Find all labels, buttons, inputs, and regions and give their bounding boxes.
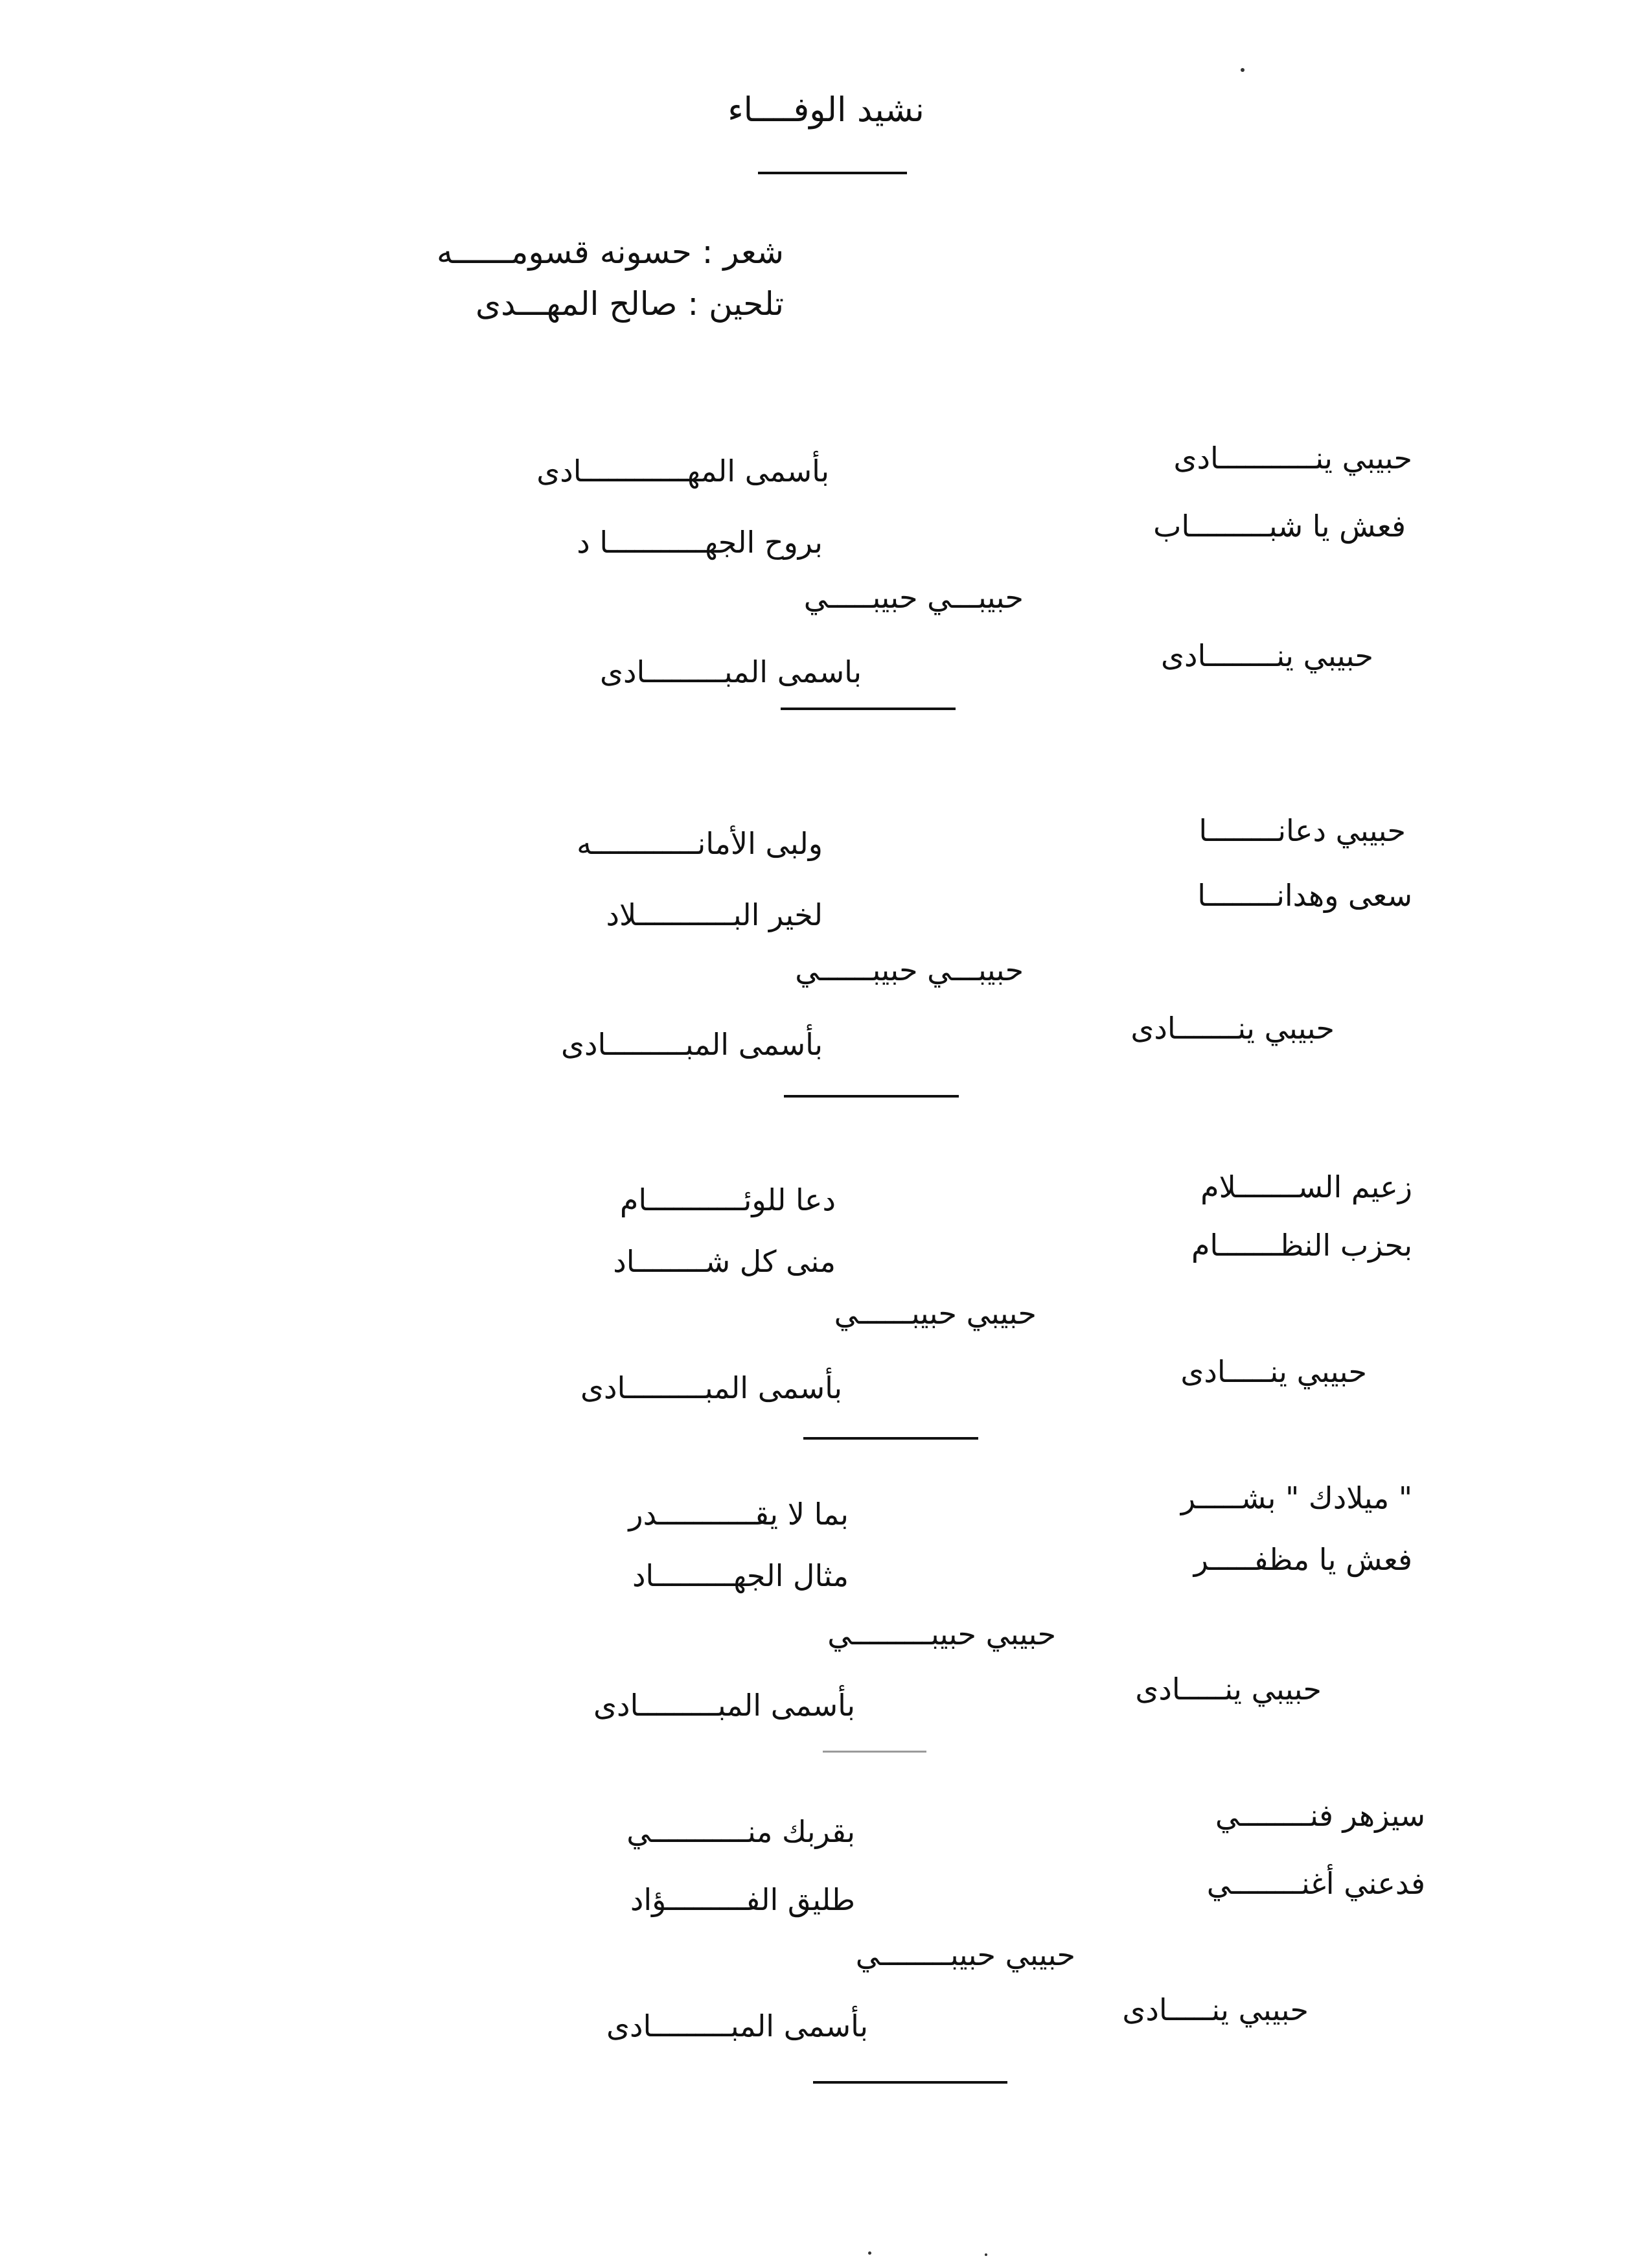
verse-left: مثال الجهـــــــــاد (632, 1558, 849, 1593)
verse-right: فعش يا شبـــــــــاب (1153, 509, 1406, 544)
verse-left: دعا للوئـــــــــــام (619, 1182, 836, 1217)
scan-speck (985, 2253, 987, 2256)
page-title: نشيد الوفــــاء (728, 91, 924, 130)
refrain: حبيبي حبيبــــــــي (855, 1937, 1075, 1972)
title-underline (758, 172, 907, 174)
refrain: حبيبـــي حبيبــــــي (795, 952, 1024, 987)
closing-left: بأسمى المبـــــــــادى (593, 1688, 855, 1723)
closing-left: باسمى المبـــــــــادى (600, 654, 862, 689)
refrain: حبيبي حبيبــــــي (834, 1296, 1037, 1331)
closing-right: حبيبي ينــــــــادى (1160, 638, 1373, 673)
verse-left: بروح الجهـــــــــــا د (577, 525, 823, 560)
closing-left: بأسمى المبـــــــــادى (561, 1027, 823, 1062)
verse-right: فعش يا مظفـــــر (1193, 1542, 1412, 1577)
scan-speck (1241, 68, 1245, 72)
refrain: حبيبـــي حبيبـــــي (803, 580, 1024, 615)
verse-left: بما لا يقـــــــــــدر (628, 1497, 849, 1532)
closing-right: حبيبي ينـــــادى (1122, 1992, 1309, 2027)
verse-right: حبيبي ينـــــــــــادى (1173, 441, 1412, 476)
verse-right: زعيم الســـــــلام (1200, 1169, 1412, 1204)
scan-speck (868, 2251, 871, 2255)
scan-mark (823, 1751, 926, 1753)
verse-left: منى كل شــــــــاد (613, 1244, 836, 1279)
stanza-divider (813, 2081, 1007, 2084)
closing-right: حبيبي ينـــــادى (1135, 1672, 1322, 1707)
stanza-divider (784, 1095, 959, 1098)
stanza-divider (781, 708, 956, 710)
closing-left: بأسمى المبـــــــــادى (580, 1370, 842, 1405)
poet-credit: شعر : حسونه قسومــــــه (436, 233, 784, 271)
verse-right: " ميلادك " بشـــــر (1180, 1480, 1412, 1515)
stanza-divider (803, 1437, 978, 1440)
verse-right: حبيبي دعانــــــــا (1199, 813, 1406, 848)
verse-right: سعى وهدانــــــــا (1197, 878, 1412, 913)
closing-right: حبيبي ينـــــادى (1180, 1354, 1367, 1389)
verse-left: ولبى الأمانــــــــــــه (577, 826, 823, 861)
refrain: حبيبي حبيبـــــــــي (827, 1617, 1056, 1651)
composer-credit: تلحين : صالح المهـــدى (475, 285, 784, 323)
closing-right: حبيبي ينـــــــادى (1130, 1011, 1335, 1046)
verse-left: بأسمى المهــــــــــــادى (536, 454, 829, 489)
verse-left: بقربك منـــــــــــي (626, 1814, 855, 1849)
verse-right: فدعني أغنــــــــي (1206, 1866, 1425, 1901)
verse-left: طليق الفـــــــــؤاد (630, 1882, 855, 1917)
verse-right: سيزهر فنــــــــي (1215, 1798, 1425, 1833)
verse-left: لخير البـــــــــــلاد (606, 897, 823, 932)
closing-left: بأسمى المبـــــــــادى (606, 2008, 868, 2043)
verse-right: بحزب النظـــــــام (1191, 1228, 1412, 1263)
